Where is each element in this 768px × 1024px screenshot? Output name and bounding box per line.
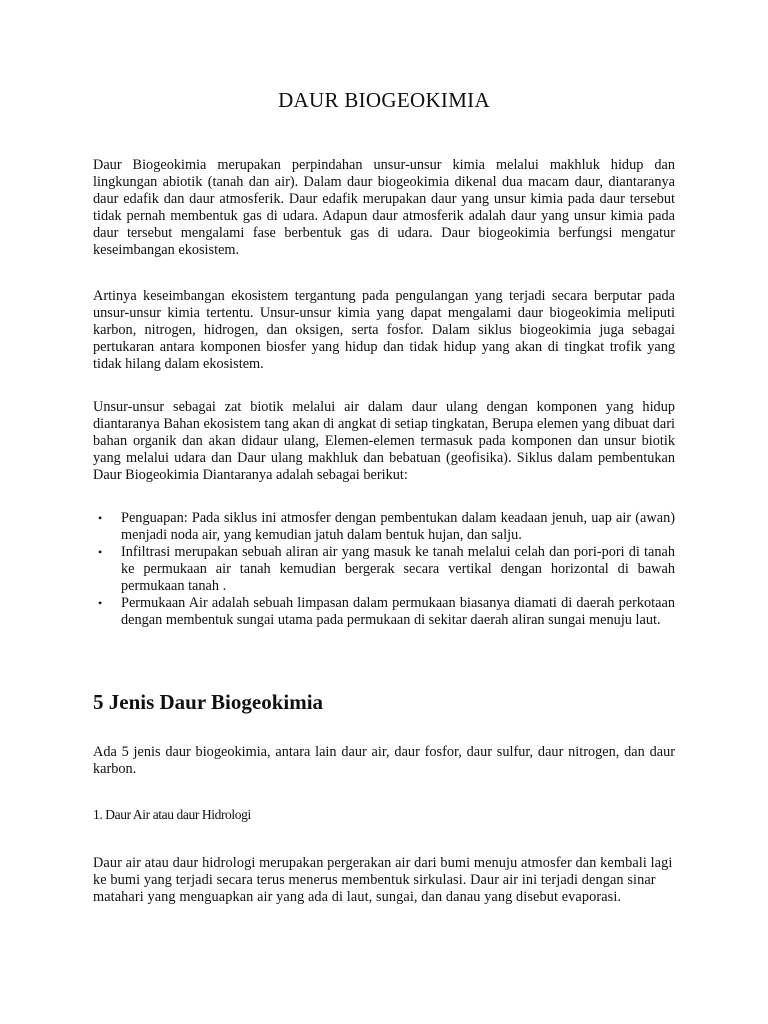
list-item-text: Infiltrasi merupakan sebuah aliran air yang masuk ke tanah melalui celah dan pori-pori di tanah ke permukaan air tanah kemudian bergerak secara vertikal dengan horizontal di bawah permukaan tanah . — [121, 544, 675, 594]
paragraph-intro: Daur Biogeokimia merupakan perpindahan unsur-unsur kimia melalui makhluk hidup dan lingkungan abiotik (tanah dan air). Dalam daur biogeokimia dikenal dua macam daur, diantaranya daur edafik dan daur atmosferik. Daur edafik merupakan daur yang unsur kimia pada daur tersebut tidak pernah membentuk gas di udara. Adapun daur atmosferik adalah daur yang unsur kimia pada daur tersebut mengalami fase berbentuk gas di udara. Daur biogeokimia berfungsi mengatur keseimbangan ekosistem. — [93, 157, 675, 258]
list-item-text: Penguapan: Pada siklus ini atmosfer dengan pembentukan dalam keadaan jenuh, uap air (awan) menjadi noda air, yang kemudian jatuh dalam bentuk hujan, dan salju. — [121, 510, 675, 543]
subsection-heading: 1. Daur Air atau daur Hidrologi — [93, 807, 251, 822]
paragraph-biotic: Unsur-unsur sebagai zat biotik melalui air dalam daur ulang dengan komponen yang hidup diantaranya Bahan ekosistem tang akan di angkat di setiap tingkatan, Berupa elemen yang dibuat dari bahan organik dan akan didaur ulang, Elemen-elemen termasuk pada komponen dan unsur biotik yang melalui udara dan Daur ulang makhluk dan bebatuan (geofisika). Siklus dalam pembentukan Daur Biogeokimia Diantaranya adalah sebagai berikut: — [93, 399, 675, 483]
list-item-text: Permukaan Air adalah sebuah limpasan dalam permukaan biasanya diamati di daerah perkotaan dengan membentuk sungai utama pada permukaan di sekitar daerah aliran sungai menuju laut. — [121, 595, 675, 628]
list-item-permukaan-air — [93, 595, 675, 629]
bullet-icon: • — [98, 596, 103, 610]
bullet-icon: • — [98, 511, 103, 525]
bullet-icon: • — [98, 545, 103, 559]
paragraph-balance: Artinya keseimbangan ekosistem tergantung pada pengulangan yang terjadi secara berputar pada unsur-unsur kimia tertentu. Unsur-unsur kimia yang dapat mengalami daur biogeokimia meliputi karbon, nitrogen, hidrogen, dan oksigen, serta fosfor. Dalam siklus biogeokimia juga sebagai pertukaran antara komponen biosfer yang hidup dan tidak hidup yang akan di tingkat trofik yang tidak hilang dalam ekosistem. — [93, 288, 675, 372]
document-title: DAUR BIOGEOKIMIA — [278, 88, 490, 112]
section-intro: Ada 5 jenis daur biogeokimia, antara lain daur air, daur fosfor, daur sulfur, daur nitrogen, dan daur karbon. — [93, 744, 675, 777]
section-heading: 5 Jenis Daur Biogeokimia — [93, 690, 324, 714]
list-item-penguapan — [93, 510, 675, 544]
list-item-infiltrasi — [93, 544, 675, 595]
subsection-paragraph: Daur air atau daur hidrologi merupakan pergerakan air dari bumi menuju atmosfer dan kembali lagi ke bumi yang terjadi secara terus menerus membentuk sirkulasi. Daur air ini terjadi dengan sinar matahari yang menguapkan air yang ada di laut, sungai, dan danau yang disebut evaporasi. — [93, 855, 673, 905]
cycle-list — [93, 510, 675, 629]
